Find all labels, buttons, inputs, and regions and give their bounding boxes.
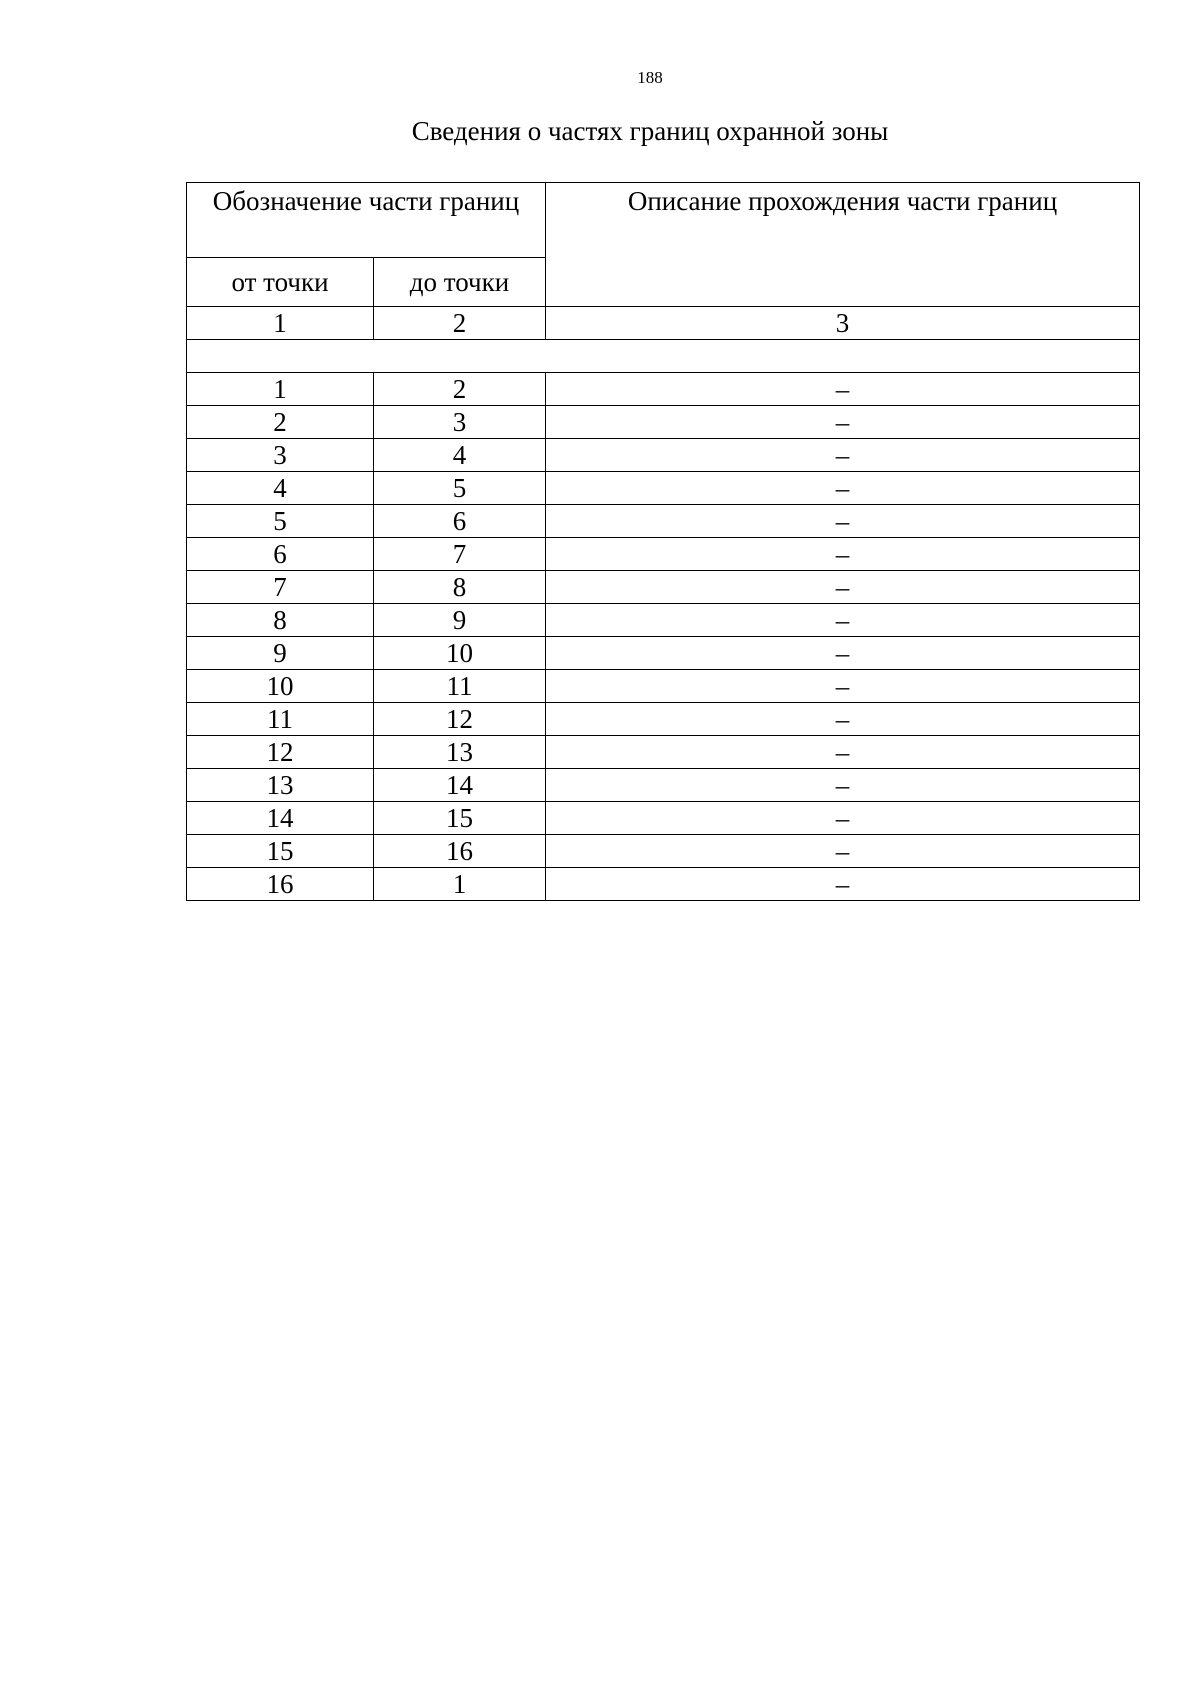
- from-point-cell: 14: [187, 802, 374, 835]
- to-point-cell: 1: [374, 868, 546, 901]
- to-point-cell: 3: [374, 406, 546, 439]
- description-cell: –: [546, 670, 1140, 703]
- to-point-header: до точки: [374, 258, 546, 307]
- to-point-cell: 9: [374, 604, 546, 637]
- description-cell: –: [546, 769, 1140, 802]
- description-cell: –: [546, 472, 1140, 505]
- table-row: [187, 868, 1140, 901]
- description-cell: –: [546, 604, 1140, 637]
- boundary-parts-table: [186, 182, 1140, 901]
- section-separator-cell: [187, 340, 1140, 373]
- description-cell: –: [546, 406, 1140, 439]
- from-point-cell: 8: [187, 604, 374, 637]
- table-row: [187, 769, 1140, 802]
- to-point-cell: 8: [374, 571, 546, 604]
- to-point-cell: 11: [374, 670, 546, 703]
- table-row: [187, 538, 1140, 571]
- to-point-cell: 13: [374, 736, 546, 769]
- document-title: Сведения о частях границ охранной зоны: [411, 116, 889, 146]
- from-point-cell: 4: [187, 472, 374, 505]
- to-point-cell: 6: [374, 505, 546, 538]
- from-point-cell: 16: [187, 868, 374, 901]
- description-cell: –: [546, 538, 1140, 571]
- to-point-cell: 7: [374, 538, 546, 571]
- description-cell: –: [546, 835, 1140, 868]
- from-point-header: от точки: [187, 258, 374, 307]
- from-point-cell: 7: [187, 571, 374, 604]
- description-cell: –: [546, 373, 1140, 406]
- from-point-cell: 10: [187, 670, 374, 703]
- table-row: [187, 802, 1140, 835]
- column-number-row: [187, 307, 1140, 340]
- to-point-cell: 12: [374, 703, 546, 736]
- from-point-cell: 13: [187, 769, 374, 802]
- to-point-cell: 2: [374, 373, 546, 406]
- table-row: [187, 571, 1140, 604]
- table-row: [187, 703, 1140, 736]
- description-cell: –: [546, 637, 1140, 670]
- from-point-cell: 11: [187, 703, 374, 736]
- section-separator-row: [187, 340, 1140, 373]
- description-cell: –: [546, 571, 1140, 604]
- to-point-cell: 10: [374, 637, 546, 670]
- from-point-cell: 9: [187, 637, 374, 670]
- from-point-cell: 3: [187, 439, 374, 472]
- designation-header: Обозначение части границ: [187, 183, 546, 258]
- to-point-cell: 15: [374, 802, 546, 835]
- table-row: [187, 670, 1140, 703]
- description-cell: –: [546, 868, 1140, 901]
- table-row: [187, 835, 1140, 868]
- table-row: [187, 439, 1140, 472]
- column-number: 2: [374, 307, 546, 340]
- table-row: [187, 604, 1140, 637]
- description-cell: –: [546, 703, 1140, 736]
- table-row: [187, 505, 1140, 538]
- from-point-cell: 5: [187, 505, 374, 538]
- description-cell: –: [546, 505, 1140, 538]
- table-row: [187, 406, 1140, 439]
- page-number: 188: [637, 68, 663, 87]
- from-point-cell: 1: [187, 373, 374, 406]
- to-point-cell: 16: [374, 835, 546, 868]
- description-cell: –: [546, 439, 1140, 472]
- description-cell: –: [546, 736, 1140, 769]
- table-header-row: [187, 183, 1140, 258]
- to-point-cell: 5: [374, 472, 546, 505]
- table-row: [187, 373, 1140, 406]
- to-point-cell: 4: [374, 439, 546, 472]
- description-cell: –: [546, 802, 1140, 835]
- table-row: [187, 637, 1140, 670]
- from-point-cell: 15: [187, 835, 374, 868]
- to-point-cell: 14: [374, 769, 546, 802]
- table-row: [187, 472, 1140, 505]
- column-number: 3: [546, 307, 1140, 340]
- table-row: [187, 736, 1140, 769]
- description-header: Описание прохождения части границ: [546, 183, 1140, 307]
- from-point-cell: 12: [187, 736, 374, 769]
- from-point-cell: 6: [187, 538, 374, 571]
- from-point-cell: 2: [187, 406, 374, 439]
- column-number: 1: [187, 307, 374, 340]
